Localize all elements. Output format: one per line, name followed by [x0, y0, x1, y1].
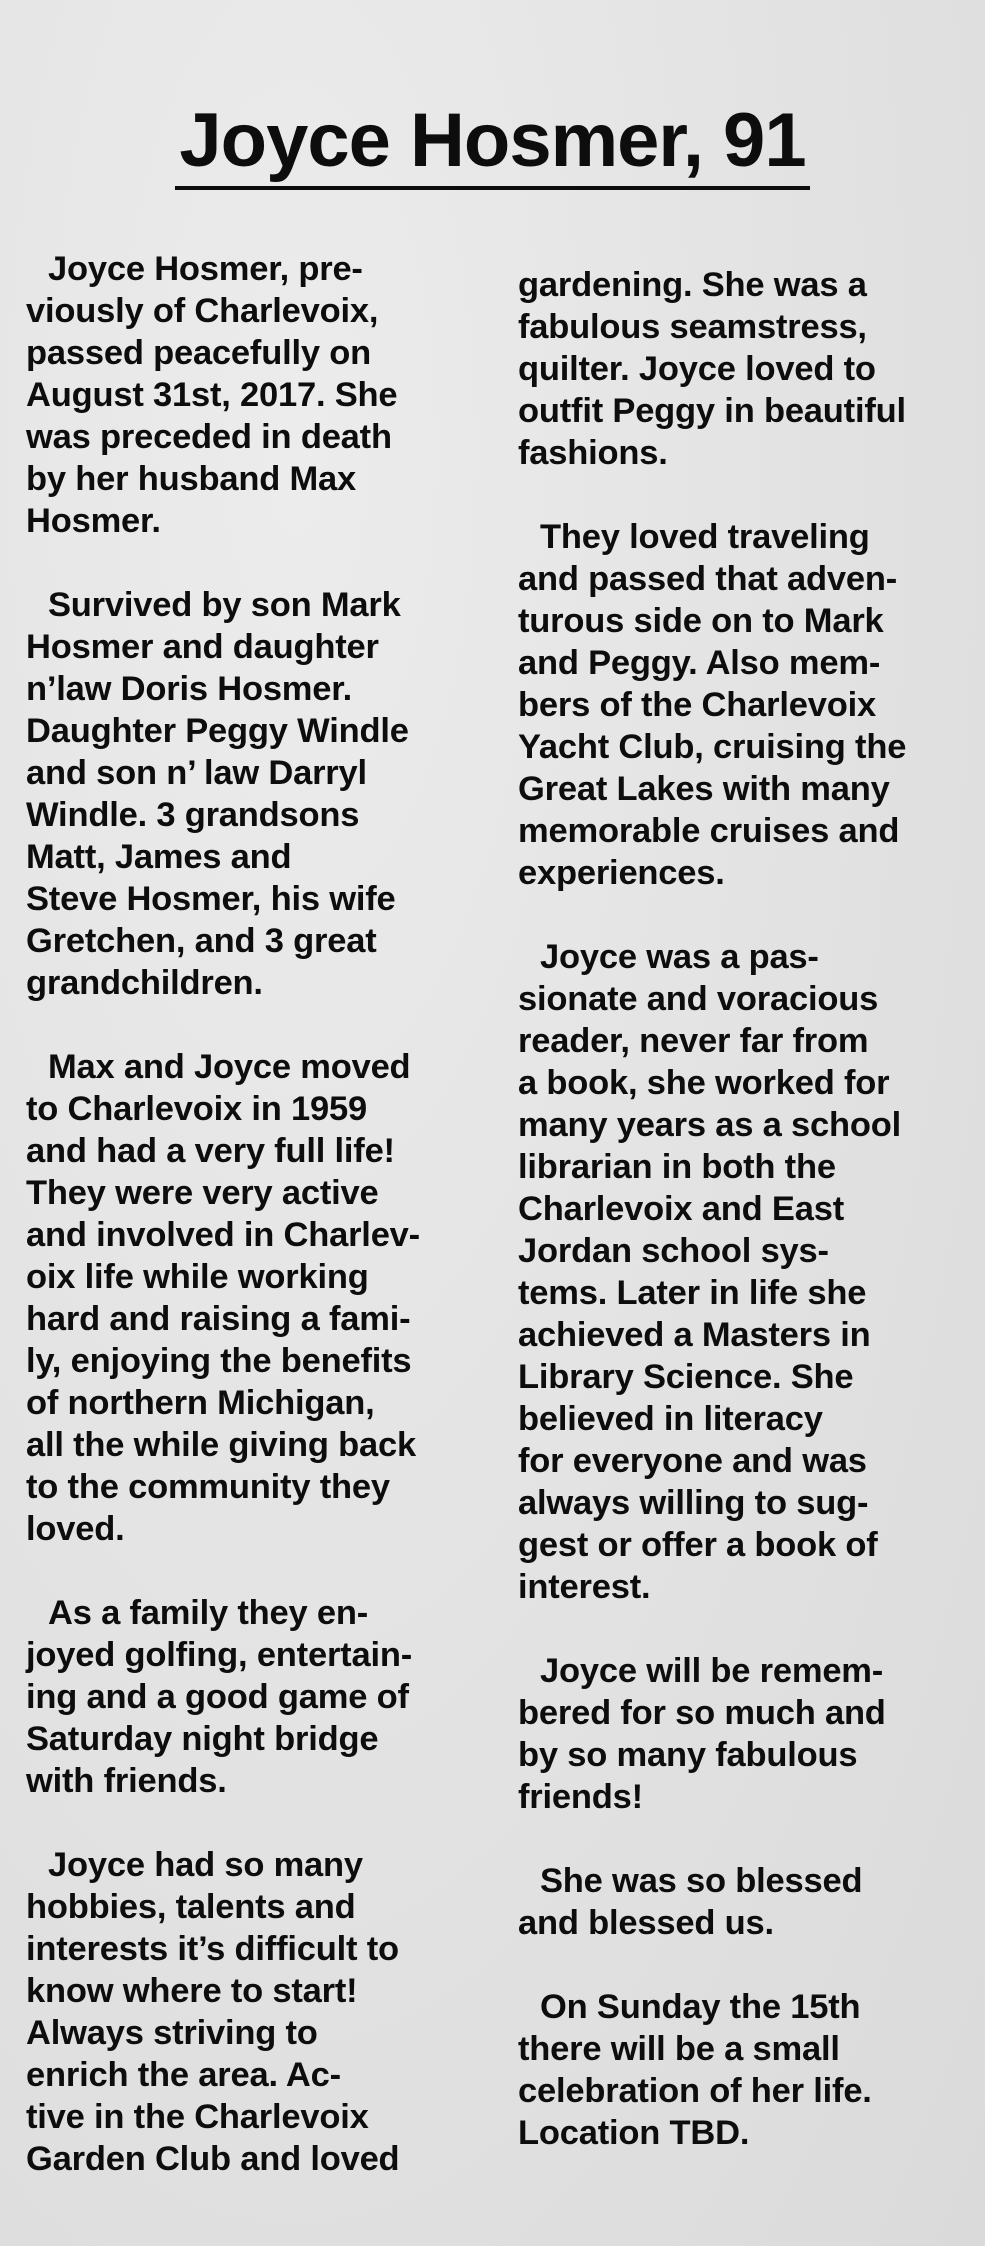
paragraph-blessed: She was so blessed and blessed us. — [518, 1862, 863, 1942]
paragraph-traveling: They loved traveling and passed that adven- turous side on to Mark and Peggy. Also mem- bers of the Charlevoix Yacht Club, cruising the Great Lakes with many memorable cruises and experiences. — [518, 518, 907, 892]
headline-text: Joyce Hosmer, 91 — [175, 96, 809, 190]
paragraph-survivors: Survived by son Mark Hosmer and daughter n’law Doris Hosmer. Daughter Peggy Windle and son n’ law Darryl Windle. 3 grandsons Matt, James and Steve Hosmer, his wife Gretchen, and 3 great grandchildren. — [26, 586, 409, 1002]
right-column — [518, 264, 973, 2154]
paragraph-hobbies-continued: gardening. She was a fabulous seamstress, quilter. Joyce loved to outfit Peggy in beautiful fashions. — [518, 266, 906, 472]
obituary-headline — [0, 96, 985, 190]
left-column — [26, 248, 486, 2180]
paragraph-hobbies: Joyce had so many hobbies, talents and interests it’s difficult to know where to start! Always striving to enrich the area. Ac- tive in the Charlevoix Garden Club and loved — [26, 1846, 400, 2178]
paragraph-intro: Joyce Hosmer, pre- viously of Charlevoix, passed peacefully on August 31st, 2017. She was preceded in death by her husband Max Hosmer. — [26, 250, 398, 540]
paragraph-remembered: Joyce will be remem- bered for so much and by so many fabulous friends! — [518, 1652, 886, 1816]
paragraph-celebration: On Sunday the 15th there will be a small celebration of her life. Location TBD. — [518, 1988, 872, 2152]
paragraph-family-activities: As a family they en- joyed golfing, entertain- ing and a good game of Saturday night bridge with friends. — [26, 1594, 413, 1800]
paragraph-reader-librarian: Joyce was a pas- sionate and voracious reader, never far from a book, she worked for many years as a school librarian in both the Charlevoix and East Jordan school sys- tems. Later in life she achieved a Masters in Library Science. She believed in literacy for everyone and was always willing to sug- gest or offer a book of interest. — [518, 938, 901, 1606]
paragraph-charlevoix-life: Max and Joyce moved to Charlevoix in 1959 and had a very full life! They were very active and involved in Charlev- oix life while working hard and raising a fami- ly, enjoying the benefits of northern Michigan, all the while giving back to the community they loved. — [26, 1048, 420, 1548]
